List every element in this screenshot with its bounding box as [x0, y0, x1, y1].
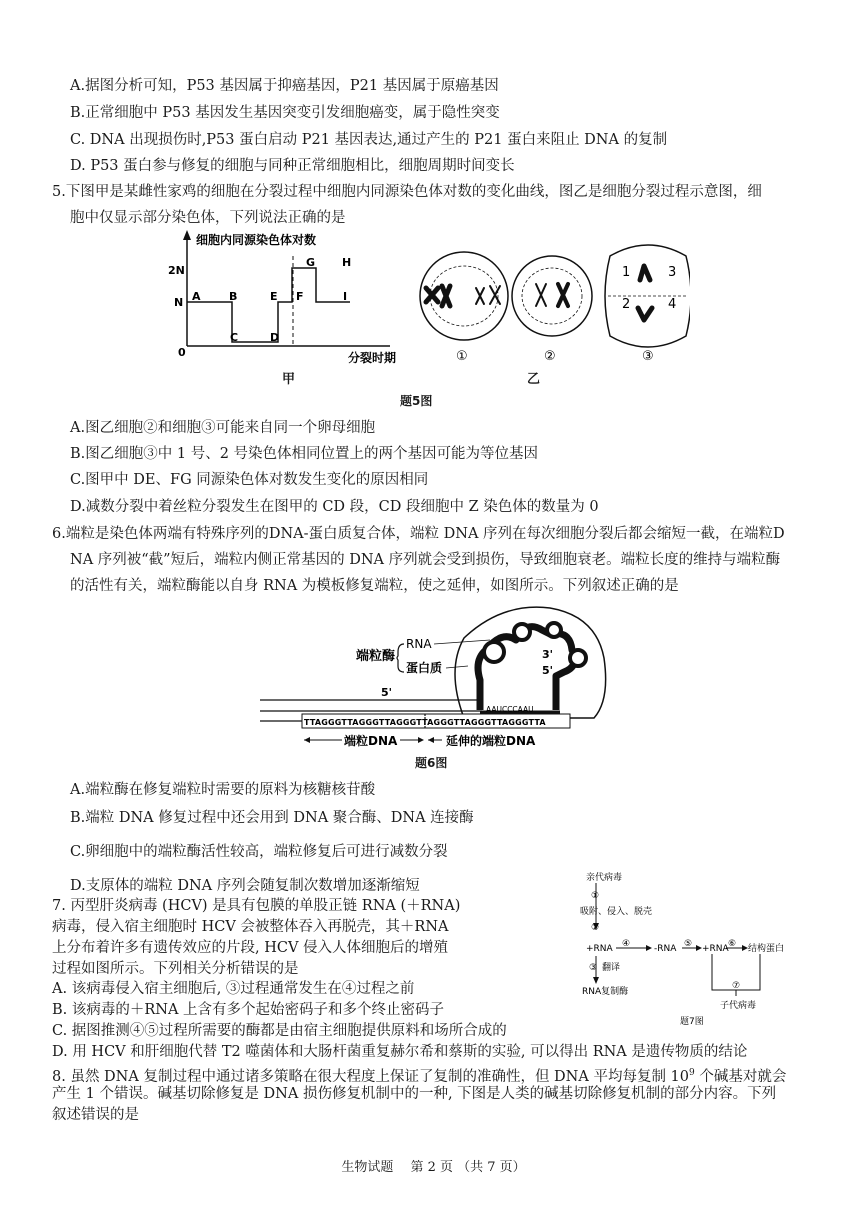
q5-caption: 题5图 — [400, 394, 433, 408]
q8-stem-line2: 产生 1 个错误。碱基切除修复是 DNA 损伤修复机制中的一种, 下图是人类的碱基切除修复机制的部分内容。下列 — [52, 1086, 777, 1102]
q8-stem-line3: 叙述错误的是 — [52, 1107, 139, 1123]
q7-option-d: D. 用 HCV 和肝细胞代替 T2 噬菌体和大肠杆菌重复赫尔希和蔡斯的实验, 可以得出 RNA 是遗传物质的结论 — [52, 1044, 748, 1060]
q5-option-c: C.图甲中 DE、FG 同源染色体对数发生变化的原因相同 — [70, 472, 429, 488]
q7-option-a: A. 该病毒侵入宿主细胞后, ③过程通常发生在④过程之前 — [52, 981, 415, 997]
extended-dna-label: 延伸的端粒DNA — [446, 734, 536, 748]
q5-cells-yi — [410, 236, 690, 366]
y-tick-n: N — [174, 296, 184, 309]
q6-option-c: C.卵细胞中的端粒酶活性较高，端粒修复后可进行减数分裂 — [70, 844, 448, 860]
step2-label: ② — [591, 923, 600, 933]
point-e: E — [270, 290, 278, 303]
point-i: I — [343, 290, 348, 303]
point-a: A — [192, 290, 201, 303]
curve — [187, 268, 350, 342]
q7-stem-line2: 病毒，侵入宿主细胞时 HCV 会被整体吞入再脱壳，其＋RNA — [52, 919, 449, 935]
step7-label: ⑦ — [732, 981, 741, 991]
cell-1-label: ① — [456, 349, 468, 364]
cell-3-num-3: 3 — [668, 265, 677, 280]
q7-option-c: C. 据图推测④⑤过程所需要的酶都是由宿主细胞提供原料和场所合成的 — [52, 1023, 507, 1039]
step4-label: ④ — [622, 939, 631, 949]
label-3prime: 3' — [542, 648, 554, 661]
label-5prime-inner: 5' — [542, 664, 554, 677]
y-tick-2n: 2N — [168, 264, 185, 277]
plus-rna2-label: +RNA — [702, 944, 729, 954]
q7-option-b: B. 该病毒的＋RNA 上含有多个起始密码子和多个终止密码子 — [52, 1002, 445, 1018]
q8-exponent: 9 — [689, 1068, 695, 1078]
point-b: B — [229, 290, 238, 303]
cell-3-num-4: 4 — [668, 297, 677, 312]
q8-stem-line1-b: 个碱基对就会 — [694, 1068, 787, 1085]
q8-stem-line1-a: 8. 虽然 DNA 复制过程中通过诸多策略在很大程度上保证了复制的准确性，但 DNA 平均每复制 10 — [52, 1068, 690, 1085]
uptake-label: 吸附、侵入、脱壳 — [580, 907, 653, 917]
brace-icon — [397, 644, 404, 672]
structural-protein-label: 结构蛋白 — [748, 944, 785, 954]
cell-2-label: ② — [544, 349, 556, 364]
cell-3-num-1: 1 — [622, 265, 631, 280]
q4-option-a: A.据图分析可知，P53 基因属于抑癌基因，P21 基因属于原癌基因 — [70, 78, 499, 94]
q7-stem-line4: 过程如图所示。下列相关分析错误的是 — [52, 961, 299, 977]
enzyme-label: 端粒酶 — [356, 649, 396, 664]
q5-stem-line2: 胞中仅显示部分染色体，下列说法正确的是 — [70, 210, 346, 226]
point-g: G — [306, 256, 316, 269]
q6-option-b: B.端粒 DNA 修复过程中还会用到 DNA 聚合酶、DNA 连接酶 — [70, 810, 474, 826]
q5-stem-line1: 5.下图甲是某雌性家鸡的细胞在分裂过程中细胞内同源染色体对数的变化曲线，图乙是细胞分裂过程示意图，细 — [52, 184, 762, 200]
cell-3-num-2: 2 — [622, 297, 631, 312]
label-5prime-strand: 5' — [381, 686, 393, 699]
q7-stem-line3: 上分布着许多有遗传效应的片段, HCV 侵入人体细胞后的增殖 — [52, 940, 449, 956]
step5-label: ⑤ — [684, 939, 693, 949]
translation-label: 翻译 — [602, 963, 621, 973]
point-f: F — [296, 290, 304, 303]
point-c: C — [230, 331, 239, 344]
q6-telomerase-diagram — [250, 600, 620, 760]
q4-option-c: C. DNA 出现损伤时,P53 蛋白启动 P21 基因表达,通过产生的 P21 蛋白来阻止 DNA 的复制 — [70, 132, 668, 148]
step1-label: ① — [591, 891, 600, 901]
point-h: H — [342, 256, 352, 269]
cell-2 — [512, 256, 592, 336]
q6-caption: 题6图 — [415, 756, 448, 770]
rna-replicase-label: RNA复制酶 — [582, 987, 629, 997]
q7-caption: 题7图 — [680, 1017, 704, 1027]
cell-1 — [420, 252, 508, 340]
q5-option-b: B.图乙细胞③中 1 号、2 号染色体相同位置上的两个基因可能为等位基因 — [70, 446, 539, 462]
origin-label: 0 — [178, 346, 186, 359]
plus-rna-label: +RNA — [586, 944, 613, 954]
y-axis-arrow-icon — [183, 230, 191, 240]
q4-option-d: D. P53 蛋白参与修复的细胞与同种正常细胞相比，细胞周期时间变长 — [70, 158, 515, 174]
parent-virus-label: 亲代病毒 — [586, 873, 623, 883]
q7-stem-line1: 7. 丙型肝炎病毒 (HCV) 是具有包膜的单股正链 RNA (＋RNA) — [52, 898, 461, 914]
cell-3-label: ③ — [642, 349, 654, 364]
rna-label: RNA — [406, 637, 432, 651]
dna-sequence: TTAGGGTTAGGGTTAGGGTTAGGGTTAGGGTTAGGGTTA — [304, 718, 546, 727]
q6-stem-line2: NA 序列被“截”短后，端粒内侧正常基因的 DNA 序列就会受到损伤，导致细胞衰老。端粒长度的维持与端粒酶 — [70, 552, 781, 568]
q6-option-d: D.支原体的端粒 DNA 序列会随复制次数增加逐渐缩短 — [70, 878, 420, 894]
page-footer: 生物试题 第 2 页 （共 7 页） — [341, 1160, 526, 1175]
q5-option-a: A.图乙细胞②和细胞③可能来自同一个卵母细胞 — [70, 420, 376, 436]
progeny-virus-label: 子代病毒 — [720, 1001, 757, 1011]
label-yi: 乙 — [527, 372, 541, 387]
rna-template-seq: AAUCCCAAU — [486, 705, 534, 714]
q6-stem-line3: 的活性有关，端粒酶能以自身 RNA 为模板修复端粒，使之延伸，如图所示。下列叙述正确的是 — [70, 578, 679, 594]
q4-option-b: B.正常细胞中 P53 基因发生基因突变引发细胞癌变，属于隐性突变 — [70, 105, 500, 121]
q6-option-a: A.端粒酶在修复端粒时需要的原料为核糖核苷酸 — [70, 782, 376, 798]
label-jia: 甲 — [282, 372, 296, 387]
minus-rna-label: -RNA — [654, 944, 677, 954]
cell-3 — [605, 245, 690, 347]
protein-label: 蛋白质 — [406, 661, 443, 675]
q7-hcv-diagram — [580, 868, 800, 1030]
q5-option-d: D.减数分裂中着丝粒分裂发生在图甲的 CD 段，CD 段细胞中 Z 染色体的数量为 0 — [70, 499, 599, 515]
x-axis-label: 分裂时期 — [348, 351, 397, 365]
q5-graph-jia — [160, 228, 420, 378]
step3-label: ③ — [589, 963, 598, 973]
chart-title: 细胞内同源染色体对数 — [196, 233, 317, 247]
q6-stem-line1: 6.端粒是染色体两端有特殊序列的DNA-蛋白质复合体，端粒 DNA 序列在每次细胞分裂后都会缩短一截，在端粒D — [52, 526, 785, 542]
step6-label: ⑥ — [728, 939, 737, 949]
point-d: D — [270, 331, 280, 344]
telomere-dna-label: 端粒DNA — [344, 734, 398, 748]
